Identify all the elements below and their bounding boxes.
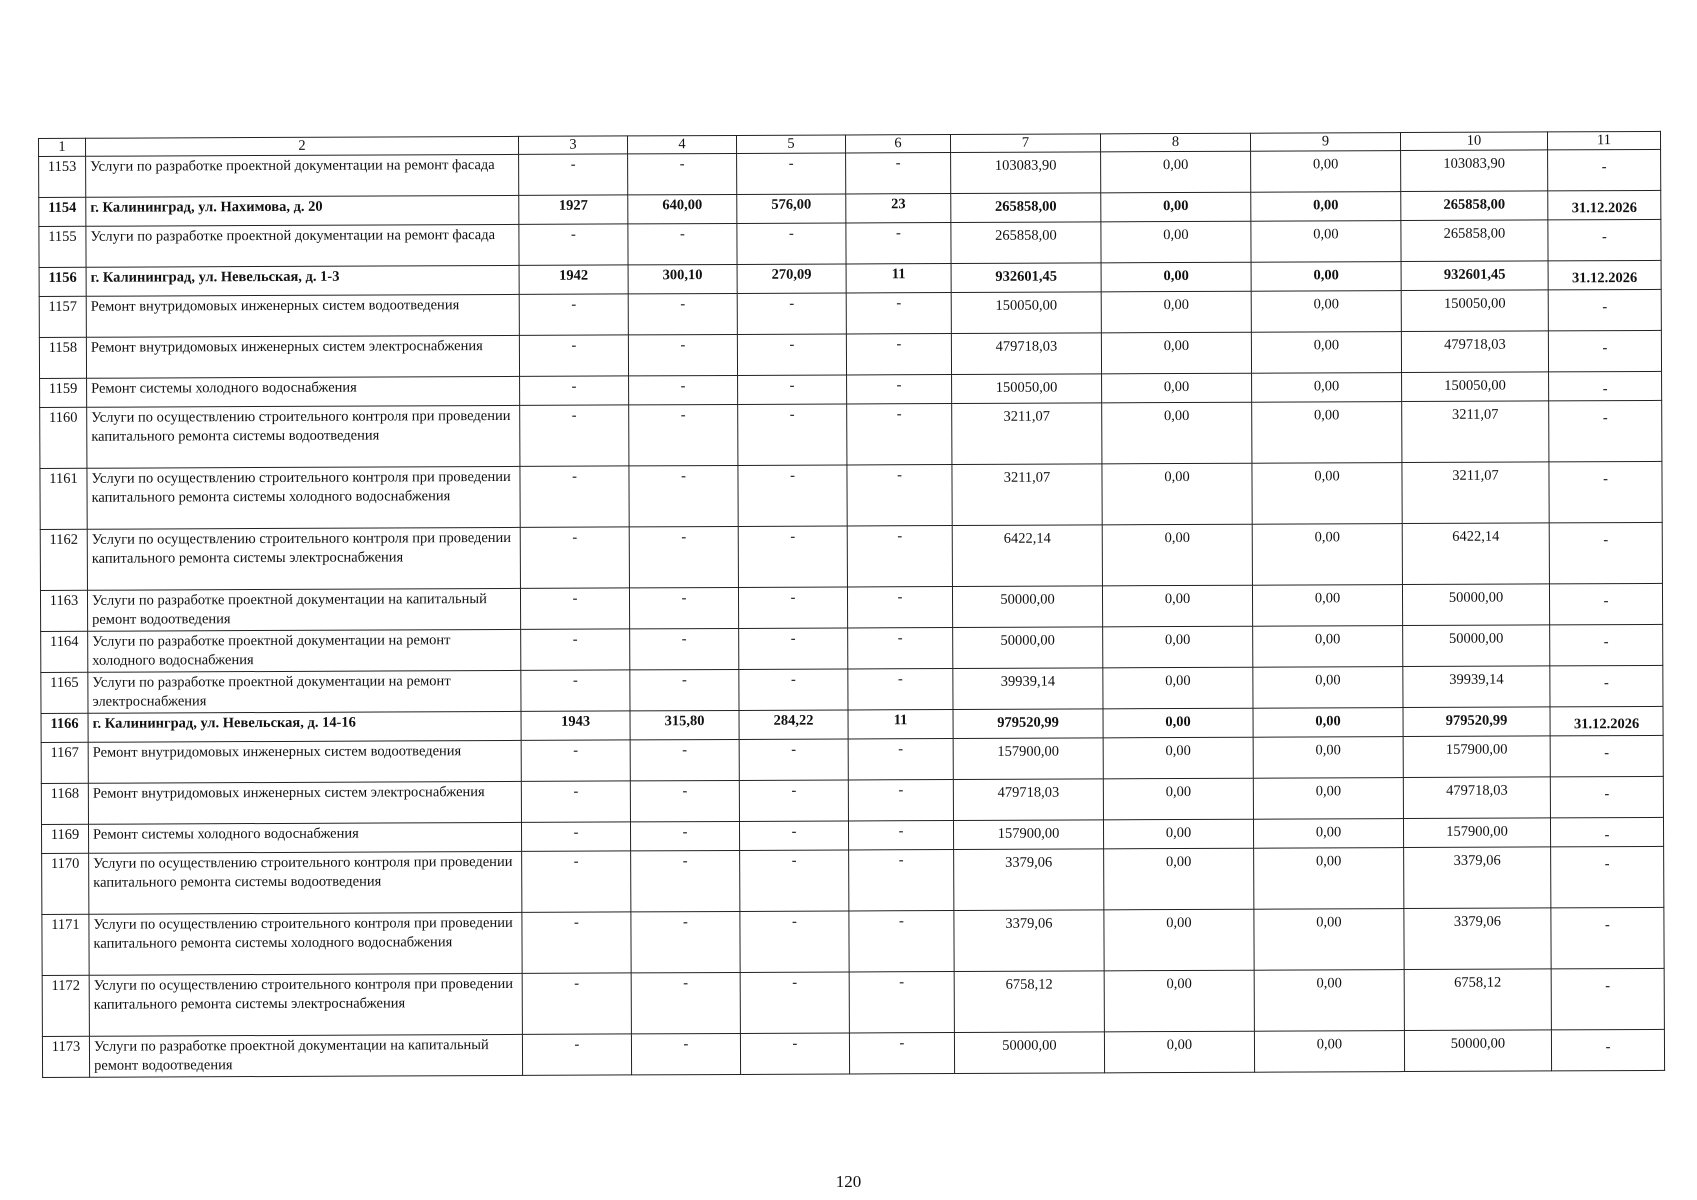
works-table xyxy=(38,131,1665,1078)
build-year: - xyxy=(522,1034,631,1075)
total-cost: 157900,00 xyxy=(953,738,1103,780)
budget-amount: 0,00 xyxy=(1254,909,1404,971)
residents: - xyxy=(847,587,952,628)
budget-amount: 0,00 xyxy=(1252,524,1402,586)
residents: - xyxy=(846,293,951,334)
row-number: 1170 xyxy=(42,853,89,914)
owner-amount: 6758,12 xyxy=(1404,969,1551,1031)
row-number: 1173 xyxy=(42,1036,89,1077)
build-year: - xyxy=(521,670,630,711)
total-cost: 50000,00 xyxy=(953,627,1103,669)
total-area: - xyxy=(628,334,737,375)
table-row xyxy=(42,1029,1664,1077)
build-year: 1927 xyxy=(519,195,628,224)
total-area: - xyxy=(628,293,737,334)
table-row xyxy=(40,461,1662,529)
total-area: - xyxy=(629,404,738,465)
total-cost: 6422,14 xyxy=(952,525,1102,587)
completion-date: - xyxy=(1549,400,1662,461)
budget-amount: 0,00 xyxy=(1253,667,1403,709)
completion-date: - xyxy=(1548,149,1661,190)
owner-amount: 50000,00 xyxy=(1404,1030,1551,1072)
owner-amount: 6422,14 xyxy=(1402,523,1549,585)
build-year: - xyxy=(522,973,631,1034)
table-row xyxy=(41,735,1663,783)
completion-date: - xyxy=(1551,907,1664,968)
budget-amount: 0,00 xyxy=(1251,221,1401,263)
fund-amount: 0,00 xyxy=(1104,848,1254,910)
budget-amount: 0,00 xyxy=(1254,970,1404,1032)
owner-amount: 265858,00 xyxy=(1401,220,1548,262)
table-row xyxy=(40,400,1662,468)
work-description: Ремонт системы холодного водоснабжения xyxy=(87,376,520,407)
build-year: - xyxy=(519,224,628,265)
column-number: 11 xyxy=(1547,131,1660,149)
total-area: - xyxy=(629,465,738,526)
owner-amount: 979520,99 xyxy=(1403,707,1550,737)
fund-amount: 0,00 xyxy=(1102,463,1252,525)
total-cost: 6758,12 xyxy=(954,971,1104,1033)
work-description: Услуги по разработке проектной документации на ремонт электроснабжения xyxy=(88,670,521,713)
row-number: 1157 xyxy=(39,296,86,337)
total-area: - xyxy=(628,153,737,194)
row-number: 1158 xyxy=(39,337,86,378)
build-year: - xyxy=(520,466,629,527)
row-number: 1167 xyxy=(41,742,88,783)
total-area: - xyxy=(631,911,740,972)
total-cost: 3379,06 xyxy=(954,849,1104,911)
column-number: 10 xyxy=(1400,132,1547,151)
budget-amount: 0,00 xyxy=(1252,585,1402,627)
fund-amount: 0,00 xyxy=(1101,262,1251,292)
completion-date: - xyxy=(1550,624,1663,665)
work-description: Услуги по осуществлению строительного контроля при проведении капитального ремонта системы холодного водоснабжения xyxy=(87,466,520,529)
living-area: - xyxy=(740,972,849,1033)
column-number: 7 xyxy=(950,134,1100,153)
budget-amount: 0,00 xyxy=(1253,819,1403,849)
build-year: - xyxy=(519,154,628,195)
residents: - xyxy=(849,850,954,911)
living-area: - xyxy=(739,780,848,821)
work-description: Ремонт внутридомовых инженерных систем электроснабжения xyxy=(88,781,521,824)
total-area: - xyxy=(631,1033,740,1074)
work-description: Услуги по разработке проектной документации на ремонт фасада xyxy=(86,224,519,267)
residents: - xyxy=(846,334,951,375)
completion-date: - xyxy=(1550,817,1663,846)
residents: - xyxy=(846,153,951,194)
table-body xyxy=(39,131,1665,1077)
build-year: - xyxy=(522,912,631,973)
fund-amount: 0,00 xyxy=(1104,970,1254,1032)
owner-amount: 3211,07 xyxy=(1402,462,1549,524)
work-description: г. Калининград, ул. Нахимова, д. 20 xyxy=(86,195,519,226)
row-number: 1162 xyxy=(40,529,87,590)
budget-amount: 0,00 xyxy=(1252,402,1402,464)
column-number: 4 xyxy=(627,135,736,153)
completion-date: - xyxy=(1551,968,1664,1029)
total-cost: 979520,99 xyxy=(953,709,1103,739)
row-number: 1153 xyxy=(39,156,86,197)
budget-amount: 0,00 xyxy=(1251,291,1401,333)
total-cost: 157900,00 xyxy=(953,820,1103,850)
owner-amount: 3379,06 xyxy=(1404,847,1551,909)
row-number: 1165 xyxy=(41,672,88,713)
total-cost: 932601,45 xyxy=(951,263,1101,293)
living-area: - xyxy=(737,293,846,334)
table-row xyxy=(42,968,1664,1036)
residents: - xyxy=(848,780,953,821)
residents: - xyxy=(849,1033,954,1074)
table-row xyxy=(39,219,1661,267)
build-year: - xyxy=(521,740,630,781)
column-number: 8 xyxy=(1100,133,1250,152)
owner-amount: 50000,00 xyxy=(1402,584,1549,626)
table-row xyxy=(41,776,1663,824)
fund-amount: 0,00 xyxy=(1102,524,1252,586)
budget-amount: 0,00 xyxy=(1252,463,1402,525)
residents: 11 xyxy=(848,710,953,739)
total-cost: 3211,07 xyxy=(952,464,1102,526)
living-area: - xyxy=(738,404,847,465)
total-cost: 39939,14 xyxy=(953,668,1103,710)
fund-amount: 0,00 xyxy=(1103,737,1253,779)
budget-amount: 0,00 xyxy=(1251,151,1401,193)
fund-amount: 0,00 xyxy=(1101,192,1251,222)
living-area: - xyxy=(739,628,848,669)
total-area: - xyxy=(630,628,739,669)
residents: 23 xyxy=(846,194,951,223)
fund-amount: 0,00 xyxy=(1101,332,1251,374)
row-number: 1160 xyxy=(40,407,87,468)
total-cost: 150050,00 xyxy=(951,292,1101,334)
owner-amount: 479718,03 xyxy=(1403,777,1550,819)
owner-amount: 157900,00 xyxy=(1403,736,1550,778)
column-number: 1 xyxy=(39,138,86,156)
budget-amount: 0,00 xyxy=(1251,192,1401,222)
table-row xyxy=(40,583,1662,631)
row-number: 1161 xyxy=(40,468,87,529)
work-description: Услуги по осуществлению строительного контроля при проведении капитального ремонта системы холодного водоснабжения xyxy=(89,912,522,975)
table-row xyxy=(40,522,1662,590)
completion-date: - xyxy=(1549,522,1662,583)
column-number: 6 xyxy=(845,135,950,153)
total-area: 640,00 xyxy=(628,194,737,223)
row-number: 1169 xyxy=(41,824,88,853)
build-year: - xyxy=(522,851,631,912)
fund-amount: 0,00 xyxy=(1103,626,1253,668)
total-cost: 479718,03 xyxy=(953,779,1103,821)
residents: - xyxy=(848,821,953,850)
total-cost: 3211,07 xyxy=(952,403,1102,465)
work-description: Услуги по осуществлению строительного контроля при проведении капитального ремонта системы электроснабжения xyxy=(89,973,522,1036)
work-description: Услуги по осуществлению строительного контроля при проведении капитального ремонта системы электроснабжения xyxy=(87,527,520,590)
build-year: - xyxy=(520,588,629,629)
living-area: - xyxy=(738,465,847,526)
budget-amount: 0,00 xyxy=(1253,626,1403,668)
fund-amount: 0,00 xyxy=(1101,151,1251,193)
residents: - xyxy=(848,739,953,780)
living-area: - xyxy=(739,669,848,710)
residents: 11 xyxy=(846,264,951,293)
table-row xyxy=(39,330,1661,378)
living-area: - xyxy=(738,526,847,587)
completion-date: - xyxy=(1549,583,1662,624)
row-number: 1166 xyxy=(41,713,88,742)
living-area: - xyxy=(737,153,846,194)
residents: - xyxy=(848,669,953,710)
fund-amount: 0,00 xyxy=(1101,221,1251,263)
work-description: Услуги по разработке проектной документации на капитальный ремонт водоотведения xyxy=(89,1034,522,1077)
column-number: 9 xyxy=(1250,133,1400,152)
table-row xyxy=(42,907,1664,975)
residents: - xyxy=(846,223,951,264)
budget-amount: 0,00 xyxy=(1251,262,1401,292)
owner-amount: 150050,00 xyxy=(1401,290,1548,332)
row-number: 1159 xyxy=(40,378,87,407)
living-area: 576,00 xyxy=(737,194,846,223)
residents: - xyxy=(847,404,952,465)
owner-amount: 3211,07 xyxy=(1402,401,1549,463)
living-area: 270,09 xyxy=(737,264,846,293)
total-area: - xyxy=(629,587,738,628)
residents: - xyxy=(847,465,952,526)
total-cost: 265858,00 xyxy=(951,193,1101,223)
total-area: - xyxy=(628,223,737,264)
table-row xyxy=(42,846,1664,914)
build-year: 1943 xyxy=(521,711,630,740)
residents: - xyxy=(849,911,954,972)
living-area: - xyxy=(740,911,849,972)
build-year: 1942 xyxy=(519,265,628,294)
total-cost: 50000,00 xyxy=(954,1032,1104,1074)
build-year: - xyxy=(521,629,630,670)
residents: - xyxy=(848,628,953,669)
total-cost: 150050,00 xyxy=(952,374,1102,404)
row-number: 1155 xyxy=(39,226,86,267)
owner-amount: 932601,45 xyxy=(1401,261,1548,291)
owner-amount: 479718,03 xyxy=(1401,331,1548,373)
owner-amount: 265858,00 xyxy=(1401,191,1548,221)
work-description: Услуги по разработке проектной документации на ремонт фасада xyxy=(86,154,519,197)
work-description: Услуги по осуществлению строительного контроля при проведении капитального ремонта системы водоотведения xyxy=(89,851,522,914)
row-number: 1172 xyxy=(42,975,89,1036)
work-description: Ремонт внутридомовых инженерных систем водоотведения xyxy=(86,294,519,337)
work-description: г. Калининград, ул. Невельская, д. 1-3 xyxy=(86,265,519,296)
row-number: 1164 xyxy=(41,631,88,672)
living-area: - xyxy=(738,375,847,404)
total-cost: 479718,03 xyxy=(951,333,1101,375)
living-area: - xyxy=(738,587,847,628)
living-area: - xyxy=(737,334,846,375)
total-area: 315,80 xyxy=(630,710,739,739)
budget-amount: 0,00 xyxy=(1253,708,1403,738)
table-row xyxy=(41,665,1663,713)
total-cost: 3379,06 xyxy=(954,910,1104,972)
total-area: - xyxy=(630,739,739,780)
row-number: 1154 xyxy=(39,197,86,226)
living-area: 284,22 xyxy=(739,710,848,739)
owner-amount: 3379,06 xyxy=(1404,908,1551,970)
total-area: - xyxy=(630,780,739,821)
fund-amount: 0,00 xyxy=(1101,291,1251,333)
fund-amount: 0,00 xyxy=(1102,402,1252,464)
column-number: 3 xyxy=(518,136,627,154)
build-year: - xyxy=(521,781,630,822)
owner-amount: 50000,00 xyxy=(1403,625,1550,667)
owner-amount: 157900,00 xyxy=(1403,818,1550,848)
row-number: 1168 xyxy=(41,783,88,824)
table-row xyxy=(39,149,1661,197)
fund-amount: 0,00 xyxy=(1103,819,1253,849)
completion-date: - xyxy=(1549,461,1662,522)
work-description: Услуги по разработке проектной документации на капитальный ремонт водоотведения xyxy=(87,588,520,631)
total-area: - xyxy=(629,526,738,587)
table-row xyxy=(41,624,1663,672)
budget-amount: 0,00 xyxy=(1254,848,1404,910)
fund-amount: 0,00 xyxy=(1104,1031,1254,1073)
completion-date: - xyxy=(1548,289,1661,330)
fund-amount: 0,00 xyxy=(1103,708,1253,738)
row-number: 1171 xyxy=(42,914,89,975)
fund-amount: 0,00 xyxy=(1103,667,1253,709)
living-area: - xyxy=(740,850,849,911)
completion-date: - xyxy=(1549,371,1662,400)
residents: - xyxy=(847,526,952,587)
build-year: - xyxy=(521,822,630,851)
completion-date: - xyxy=(1548,219,1661,260)
completion-date: - xyxy=(1551,1029,1664,1070)
total-cost: 265858,00 xyxy=(951,222,1101,264)
table-row xyxy=(39,289,1661,337)
budget-amount: 0,00 xyxy=(1252,373,1402,403)
build-year: - xyxy=(519,335,628,376)
work-description: Услуги по осуществлению строительного контроля при проведении капитального ремонта системы водоотведения xyxy=(87,405,520,468)
total-area: - xyxy=(630,821,739,850)
budget-amount: 0,00 xyxy=(1253,737,1403,779)
work-description: г. Калининград, ул. Невельская, д. 14-16 xyxy=(88,711,521,742)
completion-date: - xyxy=(1550,735,1663,776)
total-area: - xyxy=(631,972,740,1033)
completion-date: - xyxy=(1550,776,1663,817)
completion-date: 31.12.2026 xyxy=(1548,260,1661,289)
budget-amount: 0,00 xyxy=(1253,778,1403,820)
fund-amount: 0,00 xyxy=(1102,585,1252,627)
row-number: 1156 xyxy=(39,267,86,296)
completion-date: - xyxy=(1551,846,1664,907)
owner-amount: 39939,14 xyxy=(1403,666,1550,708)
row-number: 1163 xyxy=(40,590,87,631)
living-area: - xyxy=(739,821,848,850)
total-cost: 50000,00 xyxy=(952,586,1102,628)
page-number: 120 xyxy=(835,1172,862,1191)
completion-date: 31.12.2026 xyxy=(1550,706,1663,735)
owner-amount: 103083,90 xyxy=(1401,150,1548,192)
fund-amount: 0,00 xyxy=(1104,909,1254,971)
living-area: - xyxy=(737,223,846,264)
total-cost: 103083,90 xyxy=(951,152,1101,194)
fund-amount: 0,00 xyxy=(1102,373,1252,403)
completion-date: - xyxy=(1550,665,1663,706)
residents: - xyxy=(847,375,952,404)
completion-date: - xyxy=(1548,330,1661,371)
owner-amount: 150050,00 xyxy=(1402,372,1549,402)
fund-amount: 0,00 xyxy=(1103,778,1253,820)
residents: - xyxy=(849,972,954,1033)
total-area: - xyxy=(629,375,738,404)
column-number: 5 xyxy=(736,135,845,153)
build-year: - xyxy=(520,527,629,588)
column-number: 2 xyxy=(86,136,519,156)
living-area: - xyxy=(739,739,848,780)
work-description: Услуги по разработке проектной документации на ремонт холодного водоснабжения xyxy=(88,629,521,672)
work-description: Ремонт системы холодного водоснабжения xyxy=(88,822,521,853)
budget-amount: 0,00 xyxy=(1254,1031,1404,1073)
build-year: - xyxy=(520,376,629,405)
total-area: - xyxy=(631,850,740,911)
total-area: - xyxy=(630,669,739,710)
work-description: Ремонт внутридомовых инженерных систем электроснабжения xyxy=(86,335,519,378)
build-year: - xyxy=(519,294,628,335)
work-description: Ремонт внутридомовых инженерных систем водоотведения xyxy=(88,740,521,783)
completion-date: 31.12.2026 xyxy=(1548,190,1661,219)
living-area: - xyxy=(740,1033,849,1074)
build-year: - xyxy=(520,405,629,466)
budget-amount: 0,00 xyxy=(1251,332,1401,374)
total-area: 300,10 xyxy=(628,264,737,293)
